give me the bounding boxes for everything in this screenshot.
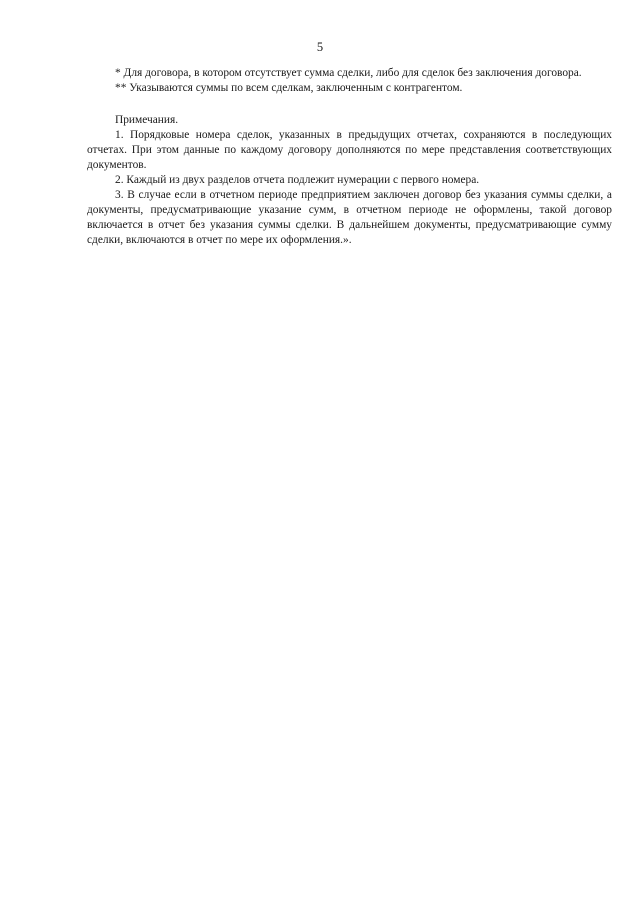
paragraph-gap: [87, 96, 612, 113]
note-item-1: 1. Порядковые номера сделок, указанных в предыдущих отчетах, сохраняются в последующих отчетах. При этом данные по каждому договору дополняются по мере представления соответствующих документов.: [87, 129, 612, 171]
notes-heading: Примечания.: [115, 114, 179, 126]
page-content: [87, 66, 612, 248]
note-item-2: 2. Каждый из двух разделов отчета подлежит нумерации с первого номера.: [115, 174, 480, 186]
footnote-single-asterisk: * Для договора, в котором отсутствует сумма сделки, либо для сделок без заключения договора.: [115, 67, 582, 79]
footnote-double-asterisk: ** Указываются суммы по всем сделкам, заключенным с контрагентом.: [115, 82, 463, 94]
note-item-3: 3. В случае если в отчетном периоде предприятием заключен договор без указания суммы сделки, а документы, предусматривающие указание сумм, в отчетном периоде не оформлены, такой договор включается в отчет без указания суммы сделки. В дальнейшем документы, предусматривающие сумму сделки, включаются в отчет по мере их оформления.».: [87, 189, 612, 246]
page-number: 5: [316, 40, 324, 54]
